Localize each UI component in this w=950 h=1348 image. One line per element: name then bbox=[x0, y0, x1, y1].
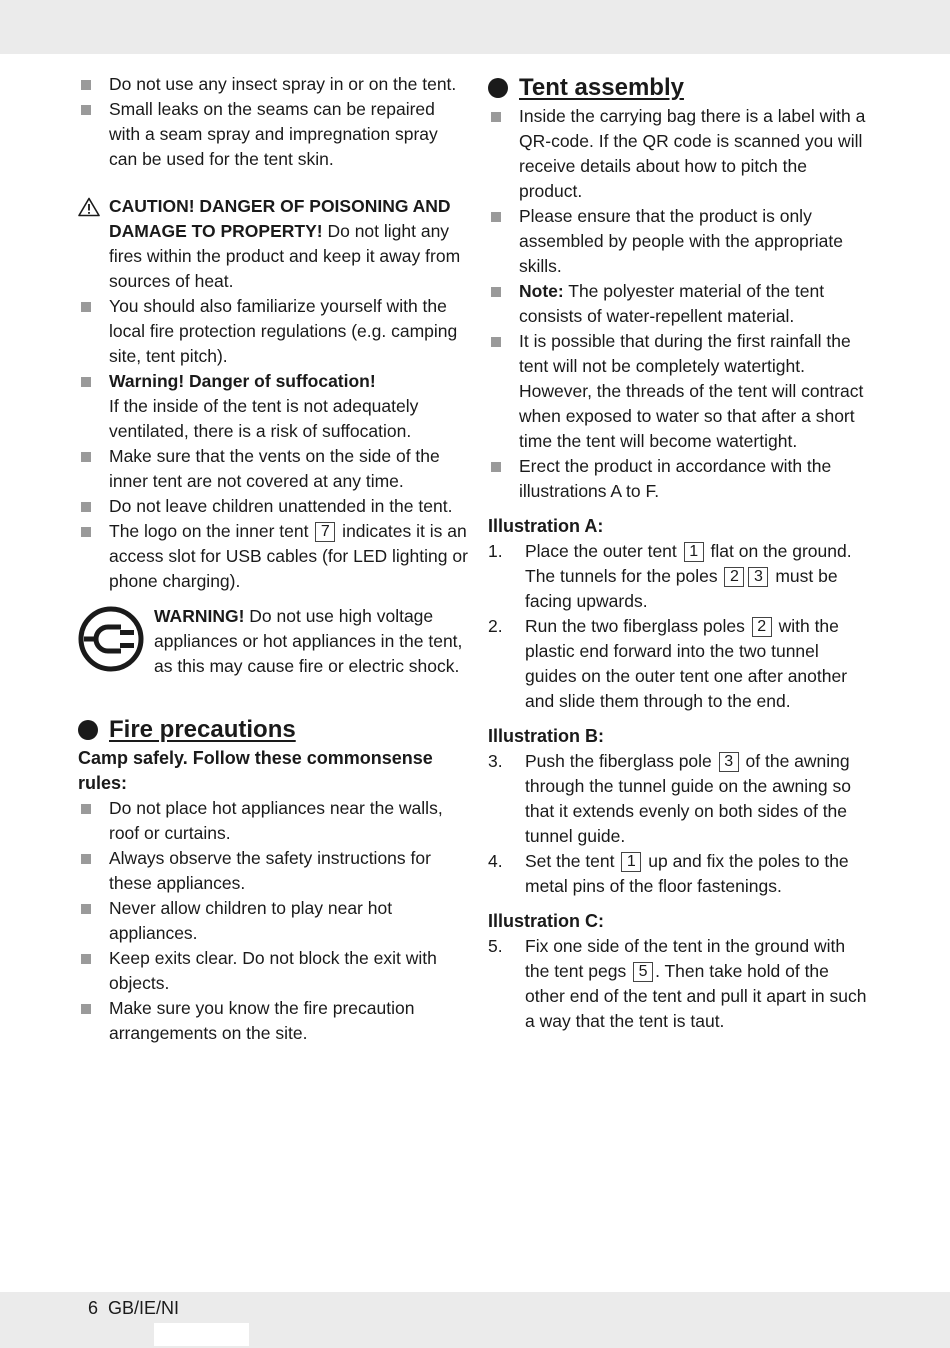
part-reference: 3 bbox=[748, 567, 768, 587]
region-code: GB/IE/NI bbox=[108, 1298, 180, 1318]
caution-lead: CAUTION! DANGER OF POISONING AND DAMAGE TO PROPERTY! bbox=[109, 196, 451, 241]
list-item: Do not use any insect spray in or on the tent. bbox=[78, 72, 470, 97]
square-bullet-icon bbox=[81, 105, 91, 115]
list-item: Make sure that the vents on the side of the inner tent are not covered at any time. bbox=[78, 444, 470, 494]
list-item: You should also familiarize yourself with the local fire protection regulations (e.g. camping site, tent pitch). bbox=[78, 294, 470, 369]
list-item: Do not leave children unattended in the tent. bbox=[78, 494, 470, 519]
part-reference: 1 bbox=[684, 542, 704, 562]
list-item: The logo on the inner tent 7 indicates it is an access slot for USB cables (for LED lighting or phone charging). bbox=[78, 519, 470, 594]
square-bullet-icon bbox=[81, 452, 91, 462]
square-bullet-icon bbox=[81, 954, 91, 964]
square-bullet-icon bbox=[491, 112, 501, 122]
part-reference: 7 bbox=[315, 522, 335, 542]
footer-tab bbox=[154, 1323, 249, 1346]
list-item: Always observe the safety instructions for these appliances. bbox=[78, 846, 470, 896]
square-bullet-icon bbox=[81, 377, 91, 387]
square-bullet-icon bbox=[81, 804, 91, 814]
square-bullet-icon bbox=[491, 287, 501, 297]
tent-assembly-heading: Tent assembly bbox=[488, 72, 873, 104]
square-bullet-icon bbox=[81, 527, 91, 537]
header-band bbox=[0, 0, 950, 54]
bullet-dot-icon bbox=[488, 78, 508, 98]
list-item: It is possible that during the first rainfall the tent will not be completely watertight. However, the threads of the tent will contract when exposed to water so that after a short time the tent will become watertight. bbox=[488, 329, 873, 454]
bullet-dot-icon bbox=[78, 720, 98, 740]
square-bullet-icon bbox=[81, 854, 91, 864]
list-item: Please ensure that the product is only assembled by people with the appropriate skills. bbox=[488, 204, 873, 279]
step-item: 2. Run the two fiberglass poles 2 with the plastic end forward into the two tunnel guides on the outer tent one after another and slide them through to the end. bbox=[488, 616, 848, 711]
part-reference: 5 bbox=[633, 962, 653, 982]
square-bullet-icon bbox=[491, 212, 501, 222]
fire-subheading: Camp safely. Follow these commonsense rules: bbox=[78, 748, 433, 793]
list-item: Never allow children to play near hot appliances. bbox=[78, 896, 470, 946]
electric-plug-icon bbox=[78, 606, 144, 672]
suffocation-warning: Warning! Danger of suffocation! If the inside of the tent is not adequately ventilated, there is a risk of suffocation. bbox=[78, 369, 470, 444]
left-column bbox=[78, 72, 470, 1046]
step-item: 4. Set the tent 1 up and fix the poles to the metal pins of the floor fastenings. bbox=[488, 851, 849, 896]
part-reference: 1 bbox=[621, 852, 641, 872]
warning-triangle-icon bbox=[78, 197, 100, 217]
step-item: 5. Fix one side of the tent in the ground with the tent pegs 5 . Then take hold of the other end of the tent and pull it apart in such a way that the tent is taut. bbox=[488, 936, 867, 1031]
step-item: 1. Place the outer tent 1 flat on the ground. The tunnels for the poles 2 3 must be facing upwards. bbox=[488, 541, 852, 611]
square-bullet-icon bbox=[81, 1004, 91, 1014]
list-item: Make sure you know the fire precaution arrangements on the site. bbox=[78, 996, 470, 1046]
plug-warning-text: Do not use high voltage appliances or hot appliances in the tent, as this may cause fire or electric shock. bbox=[154, 606, 463, 676]
part-reference: 2 bbox=[752, 617, 772, 637]
square-bullet-icon bbox=[491, 337, 501, 347]
page-number: 6 bbox=[88, 1298, 99, 1318]
page-footer bbox=[88, 1298, 179, 1319]
square-bullet-icon bbox=[81, 904, 91, 914]
fire-precautions-heading: Fire precautions bbox=[78, 714, 470, 746]
right-column bbox=[488, 72, 873, 1034]
caution-text: Do not light any fires within the product and keep it away from sources of heat. bbox=[109, 221, 461, 291]
caution-block bbox=[78, 194, 470, 294]
square-bullet-icon bbox=[81, 302, 91, 312]
illustration-c-heading: Illustration C: bbox=[488, 911, 604, 931]
illustration-b-heading: Illustration B: bbox=[488, 726, 604, 746]
part-reference: 3 bbox=[719, 752, 739, 772]
list-item: Small leaks on the seams can be repaired with a seam spray and impregnation spray can be used for the tent skin. bbox=[78, 97, 470, 172]
square-bullet-icon bbox=[81, 502, 91, 512]
note-item: Note: The polyester material of the tent consists of water-repellent material. bbox=[488, 279, 873, 329]
plug-warning-block bbox=[78, 604, 470, 704]
list-item: Erect the product in accordance with the illustrations A to F. bbox=[488, 454, 873, 504]
plug-warning-lead: WARNING! bbox=[154, 606, 245, 626]
list-item: Do not place hot appliances near the walls, roof or curtains. bbox=[78, 796, 470, 846]
square-bullet-icon bbox=[491, 462, 501, 472]
illustration-a-heading: Illustration A: bbox=[488, 516, 604, 536]
square-bullet-icon bbox=[81, 80, 91, 90]
list-item: Keep exits clear. Do not block the exit with objects. bbox=[78, 946, 470, 996]
list-item: Inside the carrying bag there is a label with a QR-code. If the QR code is scanned you will receive details about how to pitch the product. bbox=[488, 104, 873, 204]
part-reference: 2 bbox=[724, 567, 744, 587]
step-item: 3. Push the fiberglass pole 3 of the awning through the tunnel guide on the awning so that it extends evenly on both sides of the tunnel guide. bbox=[488, 751, 851, 846]
